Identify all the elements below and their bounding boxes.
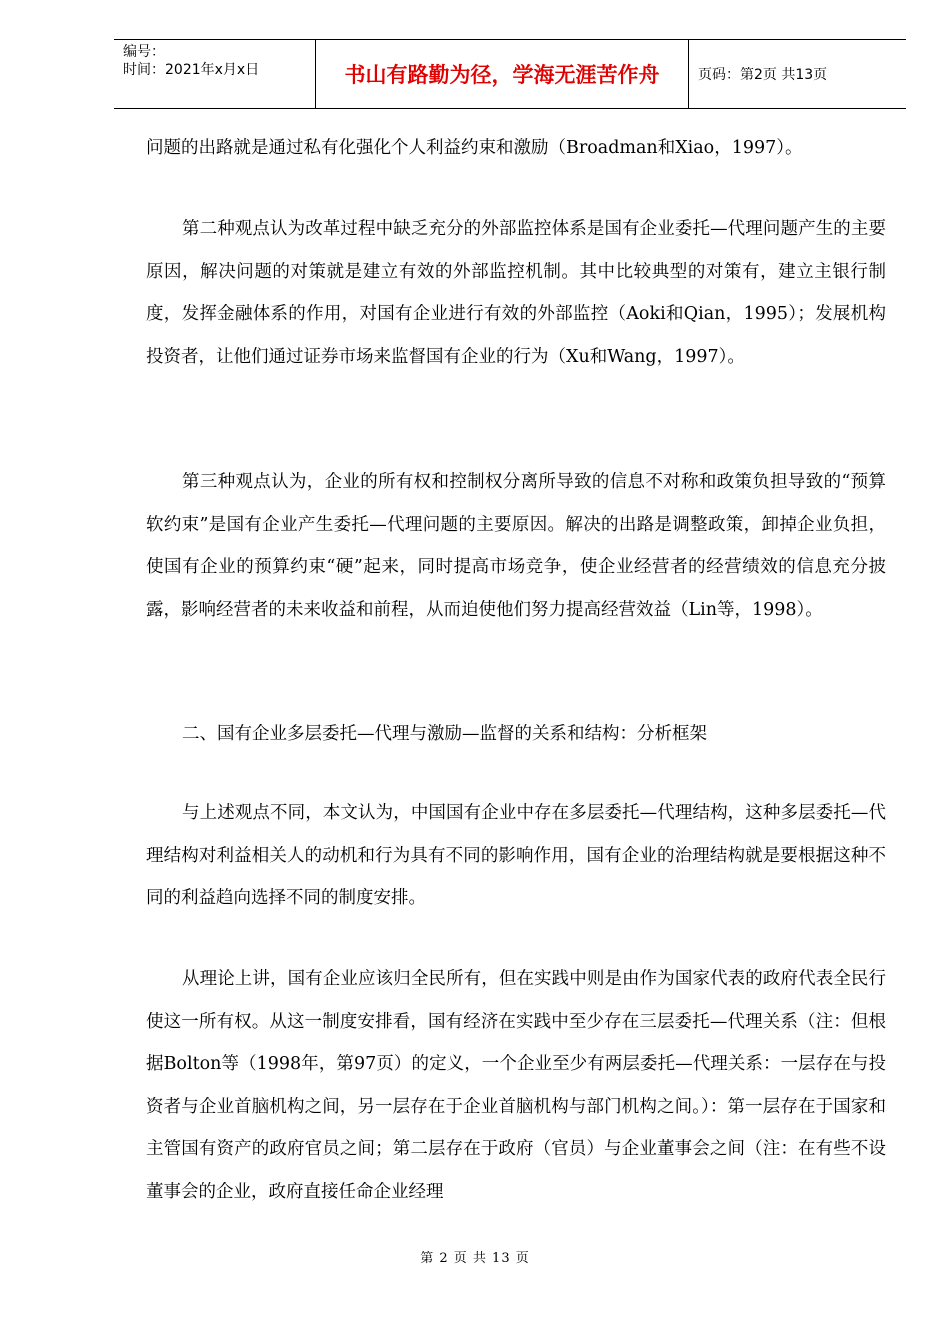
- header-meta-cell: [114, 40, 316, 108]
- document-time-label: 时间：2021年x月x日: [123, 62, 260, 78]
- section-heading: 二、国有企业多层委托—代理与激励—监督的关系和结构：分析框架: [182, 724, 707, 744]
- header-page-number: 页码：第2页 共13页: [698, 67, 828, 83]
- paragraph-1: 问题的出路就是通过私有化强化个人利益约束和激励（Broadman和Xiao，1997）。: [146, 138, 803, 158]
- document-header: [114, 39, 906, 109]
- page-footer: 第 2 页 共 13 页: [420, 1251, 530, 1266]
- paragraph-3: 第三种观点认为，企业的所有权和控制权分离所导致的信息不对称和政策负担导致的“预算软约束”是国有企业产生委托—代理问题的主要原因。解决的出路是调整政策，卸掉企业负担，使国有企业的预算约束“硬”起来，同时提高市场竞争，使企业经营者的经营绩效的信息充分披露，影响经营者的未来收益和前程，从而迫使他们努力提高经营效益（Lin等，1998）。: [146, 472, 886, 620]
- paragraph-4: 与上述观点不同，本文认为，中国国有企业中存在多层委托—代理结构，这种多层委托—代理结构对利益相关人的动机和行为具有不同的影响作用，国有企业的治理结构就是要根据这种不同的利益趋向选择不同的制度安排。: [146, 803, 886, 908]
- header-motto: 书山有路勤为径，学海无涯苦作舟: [316, 40, 689, 108]
- document-number-label: 编号：: [123, 44, 165, 60]
- paragraph-5: 从理论上讲，国有企业应该归全民所有，但在实践中则是由作为国家代表的政府代表全民行使这一所有权。从这一制度安排看，国有经济在实践中至少存在三层委托—代理关系（注：但根据Bolton等（1998年，第97页）的定义，一个企业至少有两层委托—代理关系：一层存在与投资者与企业首脑机构之间，另一层存在于企业首脑机构与部门机构之间。）：第一层存在于国家和主管国有资产的政府官员之间；第二层存在于政府（官员）与企业董事会之间（注：在有些不设董事会的企业，政府直接任命企业经理: [146, 969, 886, 1202]
- paragraph-2: 第二种观点认为改革过程中缺乏充分的外部监控体系是国有企业委托—代理问题产生的主要原因，解决问题的对策就是建立有效的外部监控机制。其中比较典型的对策有，建立主银行制度，发挥金融体系的作用，对国有企业进行有效的外部监控（Aoki和Qian，1995）；发展机构投资者，让他们通过证券市场来监督国有企业的行为（Xu和Wang，1997）。: [146, 219, 886, 367]
